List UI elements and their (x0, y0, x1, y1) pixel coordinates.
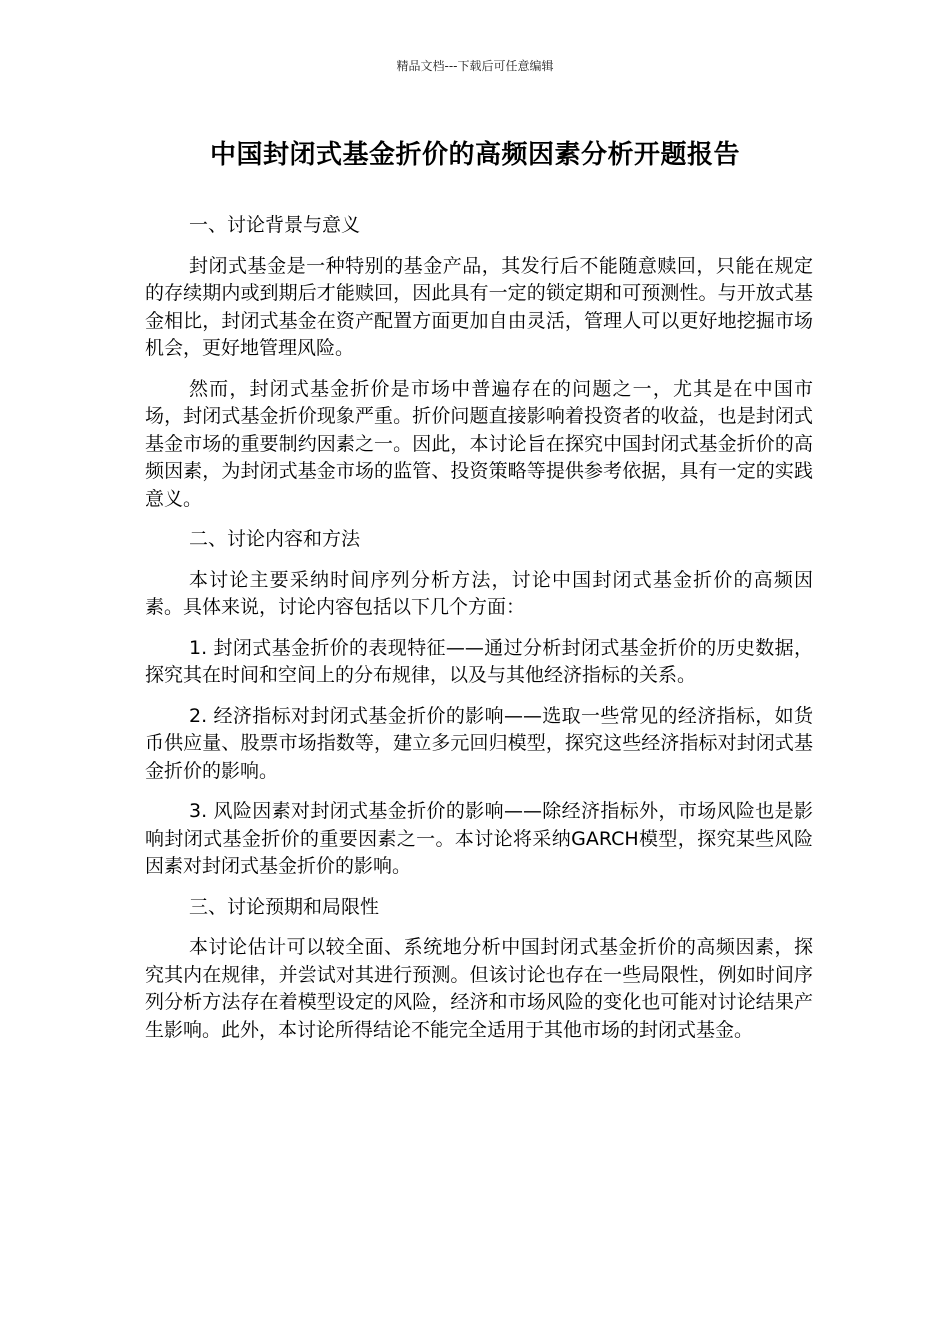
section-heading-background: 一、讨论背景与意义 (189, 214, 361, 236)
header-note: 精品文档---下载后可任意编辑 (396, 59, 554, 73)
document-body (145, 212, 813, 1057)
paragraph: 然而，封闭式基金折价是市场中普遍存在的问题之一，尤其是在中国市场，封闭式基金折价现象严重。折价问题直接影响着投资者的收益，也是封闭式基金市场的重要制约因素之一。因此，本讨论旨在探究中国封闭式基金折价的高频因素，为封闭式基金市场的监管、投资策略等提供参考依据，具有一定的实践意义。 (145, 377, 813, 510)
paragraph: 封闭式基金是一种特别的基金产品，其发行后不能随意赎回，只能在规定的存续期内或到期后才能赎回，因此具有一定的锁定期和可预测性。与开放式基金相比，封闭式基金在资产配置方面更加自由灵活，管理人可以更好地挖掘市场机会，更好地管理风险。 (145, 254, 813, 359)
paragraph: 本讨论主要采纳时间序列分析方法，讨论中国封闭式基金折价的高频因素。具体来说，讨论内容包括以下几个方面： (145, 568, 813, 618)
section-heading-content-method: 二、讨论内容和方法 (189, 528, 361, 550)
document-title: 中国封闭式基金折价的高频因素分析开题报告 (209, 140, 740, 170)
section-heading-expectations-limitations: 三、讨论预期和局限性 (189, 895, 380, 918)
list-item: 2. 经济指标对封闭式基金折价的影响——选取一些常见的经济指标，如货币供应量、股票市场指数等，建立多元回归模型，探究这些经济指标对封闭式基金折价的影响。 (145, 704, 813, 782)
list-item: 3. 风险因素对封闭式基金折价的影响——除经济指标外，市场风险也是影响封闭式基金折价的重要因素之一。本讨论将采纳GARCH模型，探究某些风险因素对封闭式基金折价的影响。 (145, 800, 813, 877)
paragraph: 本讨论估计可以较全面、系统地分析中国封闭式基金折价的高频因素，探究其内在规律，并尝试对其进行预测。但该讨论也存在一些局限性，例如时间序列分析方法存在着模型设定的风险，经济和市场风险的变化也可能对讨论结果产生影响。此外，本讨论所得结论不能完全适用于其他市场的封闭式基金。 (145, 936, 813, 1041)
list-item: 1. 封闭式基金折价的表现特征——通过分析封闭式基金折价的历史数据，探究其在时间和空间上的分布规律，以及与其他经济指标的关系。 (145, 636, 813, 686)
